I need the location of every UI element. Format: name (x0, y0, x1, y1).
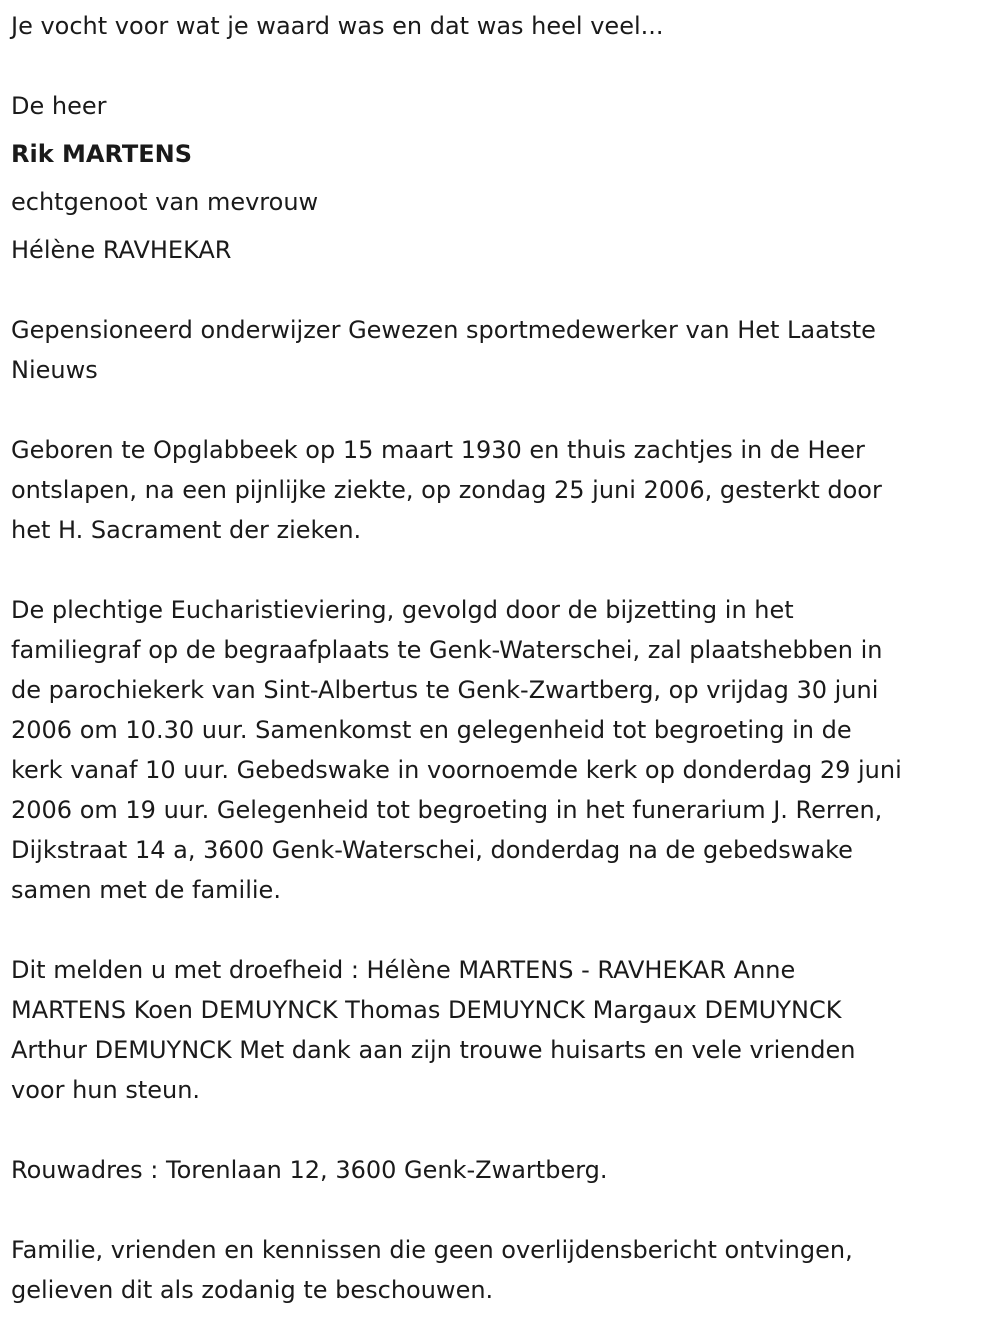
closing-note-line: gelieven dit als zodanig te beschouwen. (11, 1276, 494, 1304)
family-line: Dit melden u met droefheid : Hélène MARTENS - RAVHEKAR Anne (11, 956, 796, 984)
family-line: voor hun steun. (11, 1076, 201, 1104)
ceremony-line: 2006 om 10.30 uur. Samenkomst en gelegenheid tot begroeting in de (11, 716, 852, 744)
occupation-line: Nieuws (11, 356, 98, 384)
family-line: Arthur DEMUYNCK Met dank aan zijn trouwe huisarts en vele vrienden (11, 1036, 856, 1064)
birth-death-line: Geboren te Opglabbeek op 15 maart 1930 en thuis zachtjes in de Heer (11, 436, 865, 464)
spouse-name: Hélène RAVHEKAR (11, 236, 232, 264)
ceremony-line: Dijkstraat 14 a, 3600 Genk-Waterschei, donderdag na de gebedswake (11, 836, 853, 864)
family-line: MARTENS Koen DEMUYNCK Thomas DEMUYNCK Margaux DEMUYNCK (11, 996, 842, 1024)
occupation-line: Gepensioneerd onderwijzer Gewezen sportmedewerker van Het Laatste (11, 316, 876, 344)
ceremony-line: kerk vanaf 10 uur. Gebedswake in voornoemde kerk op donderdag 29 juni (11, 756, 902, 784)
spouse-label: echtgenoot van mevrouw (11, 188, 319, 216)
ceremony-line: familiegraf op de begraafplaats te Genk-Waterschei, zal plaatshebben in (11, 636, 883, 664)
mourning-address: Rouwadres : Torenlaan 12, 3600 Genk-Zwartberg. (11, 1156, 608, 1184)
opening-quote: Je vocht voor wat je waard was en dat was heel veel... (11, 12, 664, 40)
ceremony-line: De plechtige Eucharistieviering, gevolgd door de bijzetting in het (11, 596, 794, 624)
birth-death-line: ontslapen, na een pijnlijke ziekte, op zondag 25 juni 2006, gesterkt door (11, 476, 882, 504)
ceremony-line: de parochiekerk van Sint-Albertus te Genk-Zwartberg, op vrijdag 30 juni (11, 676, 879, 704)
deceased-name: Rik MARTENS (11, 140, 193, 168)
birth-death-line: het H. Sacrament der zieken. (11, 516, 362, 544)
closing-note-line: Familie, vrienden en kennissen die geen overlijdensbericht ontvingen, (11, 1236, 853, 1264)
honorific: De heer (11, 92, 107, 120)
ceremony-line: samen met de familie. (11, 876, 281, 904)
ceremony-line: 2006 om 19 uur. Gelegenheid tot begroeting in het funerarium J. Rerren, (11, 796, 883, 824)
